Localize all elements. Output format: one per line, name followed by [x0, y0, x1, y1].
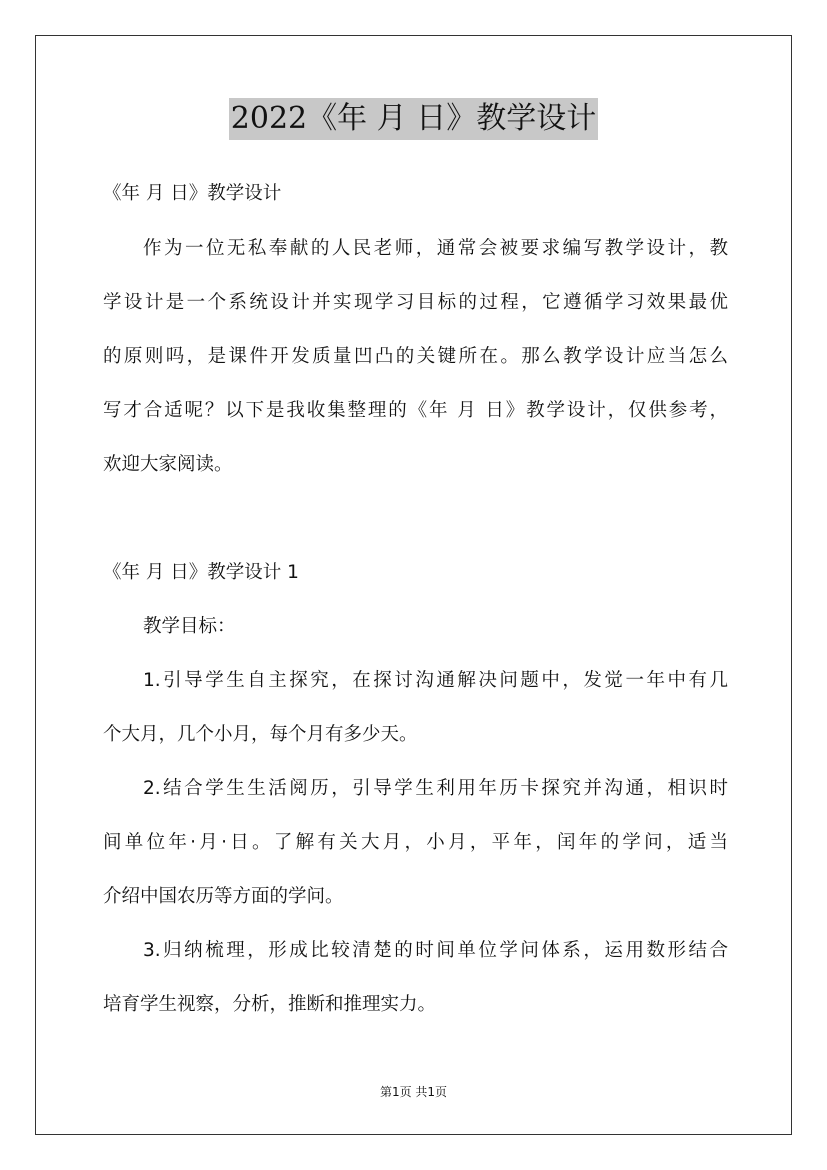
objective-2-line-2: 间单位年·月·日。了解有关大月，小月，平年，闰年的学问，适当 [103, 832, 728, 853]
objective-2-line-3: 介绍中国农历等方面的学问。 [103, 886, 344, 907]
document-title: 2022《年 月 日》教学设计 [229, 98, 598, 140]
objective-3-line-2: 培育学生视察，分析，推断和推理实力。 [103, 994, 437, 1015]
objective-1-line-2: 个大月，几个小月，每个月有多少天。 [103, 724, 418, 745]
objectives-label: 教学目标： [143, 616, 236, 637]
section-heading: 《年 月 日》教学设计 1 [103, 562, 299, 583]
title-container [0, 98, 827, 140]
intro-line-5: 欢迎大家阅读。 [103, 454, 233, 475]
objective-2-line-1: 2.结合学生生活阅历，引导学生利用年历卡探究并沟通，相识时 [143, 778, 728, 799]
page-footer: 第1页 共1页 [379, 1085, 448, 1099]
subtitle: 《年 月 日》教学设计 [103, 183, 282, 204]
intro-line-4: 写才合适呢？以下是我收集整理的《年 月 日》教学设计，仅供参考， [103, 400, 728, 421]
objective-1-line-1: 1.引导学生自主探究，在探讨沟通解决问题中，发觉一年中有几 [143, 670, 728, 691]
intro-line-3: 的原则吗，是课件开发质量凹凸的关键所在。那么教学设计应当怎么 [103, 346, 728, 367]
intro-line-1: 作为一位无私奉献的人民老师，通常会被要求编写教学设计，教 [143, 238, 728, 259]
intro-line-2: 学设计是一个系统设计并实现学习目标的过程，它遵循学习效果最优 [103, 292, 728, 313]
objective-3-line-1: 3.归纳梳理，形成比较清楚的时间单位学问体系，运用数形结合 [143, 940, 728, 961]
